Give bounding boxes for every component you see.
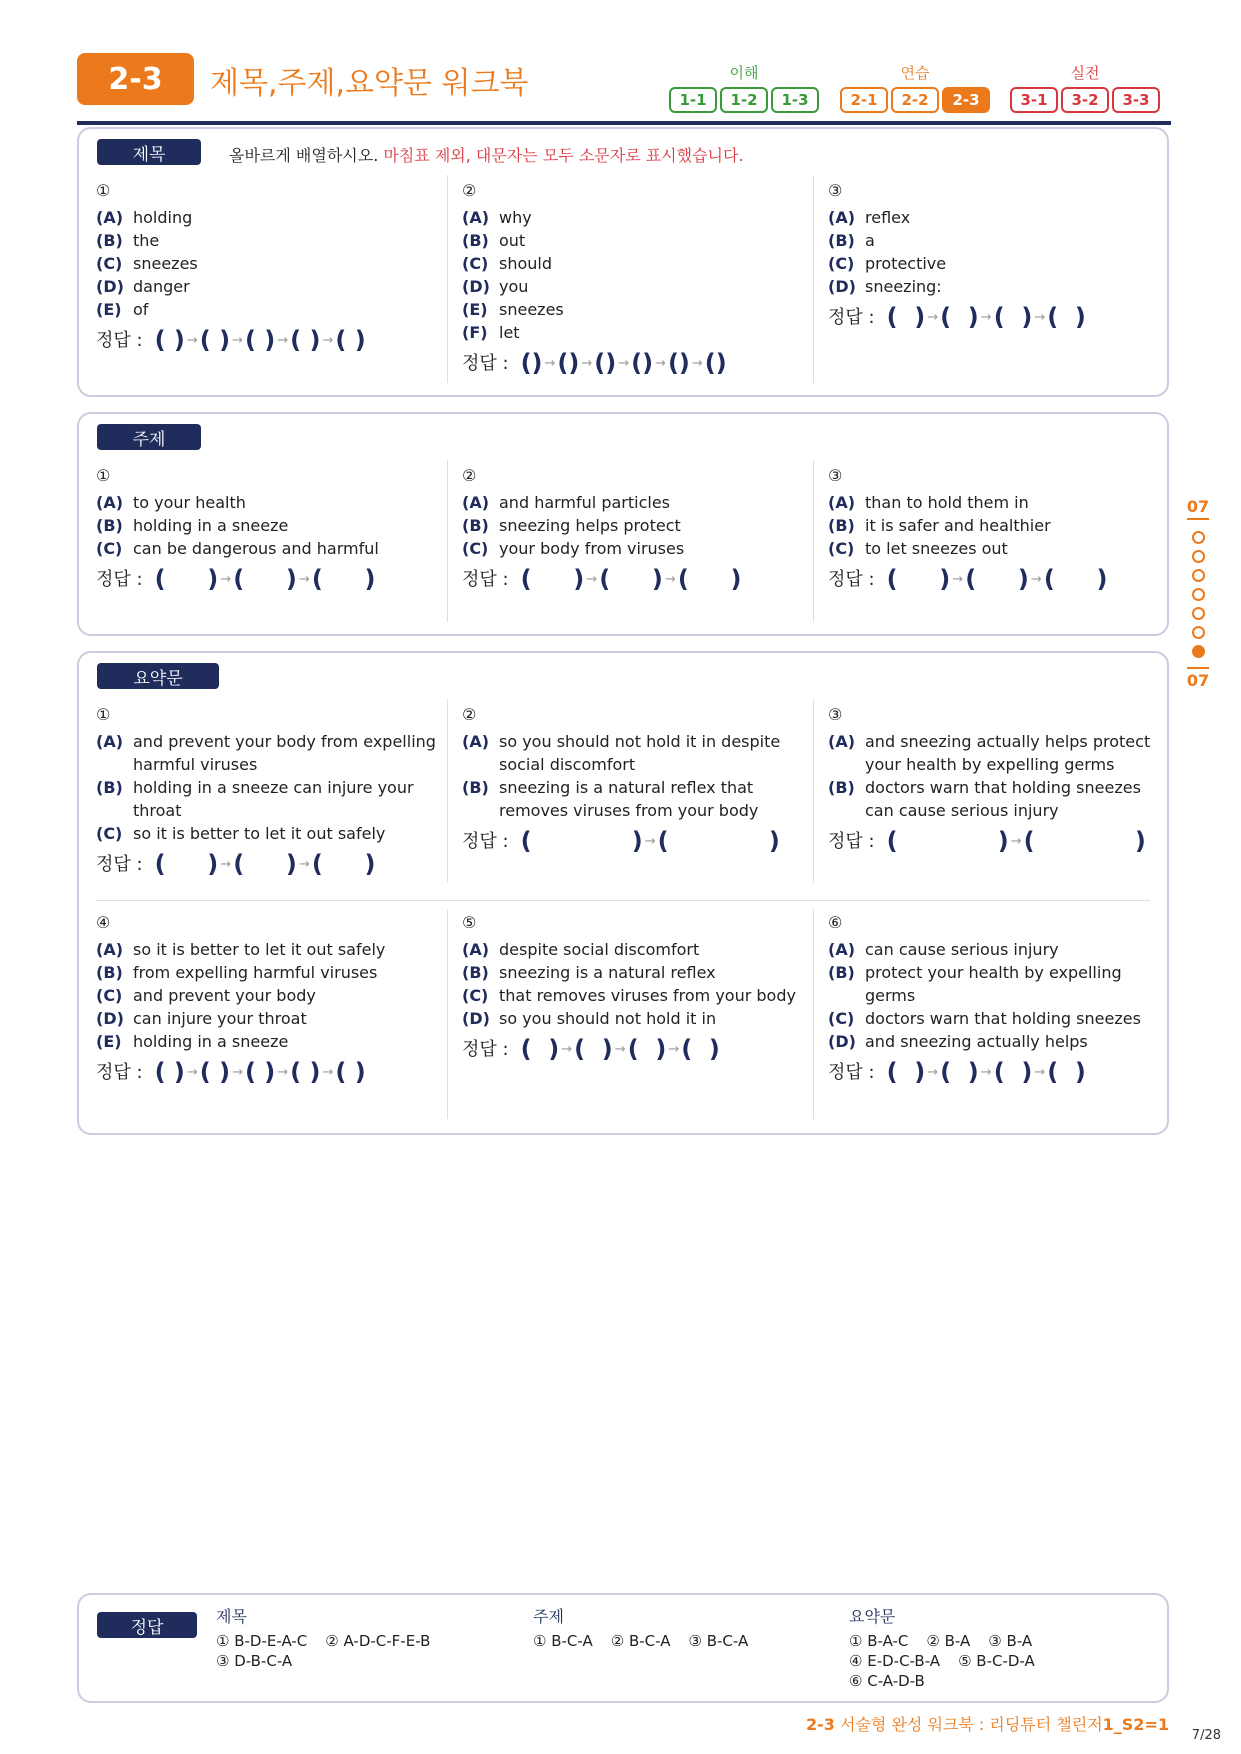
progress-dot[interactable]: [1192, 626, 1205, 639]
row-divider: [96, 900, 1150, 901]
question-topic-1: [96, 464, 436, 591]
question-number: ①: [96, 705, 111, 724]
answer-key-tag: 정답: [97, 1612, 197, 1638]
stage-button-1-1[interactable]: 1-1: [669, 87, 717, 113]
option-item: (A) so you should not hold it in despite social discomfort: [462, 732, 781, 774]
option-item: (B) holding in a sneeze: [96, 516, 289, 535]
option-item: (C) to let sneezes out: [828, 539, 1008, 558]
option-item: (A) holding: [96, 208, 193, 227]
option-item: (B) sneezing is a natural reflex that removes viruses from your body: [462, 778, 759, 820]
option-item: (A) and sneezing actually helps protect your health by expelling germs: [828, 732, 1151, 774]
section-tag-title: 제목: [97, 139, 201, 165]
option-item: (C) protective: [828, 254, 947, 273]
stage-button-2-1[interactable]: 2-1: [840, 87, 888, 113]
option-item: (C) so it is better to let it out safely: [96, 824, 386, 843]
question-topic-2: [462, 464, 802, 591]
option-item: (C) should: [462, 254, 553, 273]
option-item: (B) sneezing helps protect: [462, 516, 681, 535]
question-number: ④: [96, 913, 111, 932]
option-item: (C) sneezes: [96, 254, 198, 273]
question-summary-6: [828, 911, 1168, 1084]
side-page-bottom[interactable]: 07: [1186, 671, 1210, 690]
progress-dot[interactable]: [1192, 531, 1205, 544]
question-number: ③: [828, 181, 843, 200]
option-item: (B) out: [462, 231, 526, 250]
option-item: (C) and prevent your body: [96, 986, 316, 1005]
option-item: (B) doctors warn that holding sneezes can cause serious injury: [828, 778, 1141, 820]
option-item: (B) holding in a sneeze can injure your throat: [96, 778, 414, 820]
header-divider: [77, 121, 1171, 125]
answer-blank-row[interactable]: 정답 : ( ) → ( ) → ( ) → ( ) → ( ): [96, 326, 366, 354]
progress-dot[interactable]: [1192, 569, 1205, 582]
stage-button-3-3[interactable]: 3-3: [1112, 87, 1160, 113]
column-divider: [813, 909, 814, 1119]
side-underline: [1187, 518, 1209, 520]
topic-section: [77, 412, 1169, 636]
option-item: (B) from expelling harmful viruses: [96, 963, 378, 982]
question-summary-4: [96, 911, 436, 1084]
stage-button-3-1[interactable]: 3-1: [1010, 87, 1058, 113]
question-summary-3: [828, 703, 1168, 853]
question-title-1: [96, 179, 436, 352]
stage-button-2-3[interactable]: 2-3: [942, 87, 990, 113]
instruction-note: 마침표 제외, 대문자는 모두 소문자로 표시했습니다.: [378, 146, 744, 165]
column-divider: [813, 699, 814, 883]
answer-blank-row[interactable]: 정답 : ( ) → ( ) → ( ) → ( ) → ( ): [96, 1058, 366, 1086]
instruction-main: 올바르게 배열하시오.: [229, 146, 379, 165]
footer-caption: 2-3 서술형 완성 워크북 : 리딩튜터 챌린저1_S2=1: [806, 1715, 1169, 1734]
answer-blank-row[interactable]: 정답 : ( ) → ( ) → ( ): [828, 565, 1108, 593]
instruction-text: [229, 143, 744, 166]
lesson-badge: 2-3: [77, 53, 194, 105]
page-number: 7/28: [1191, 1728, 1221, 1743]
option-item: (E) holding in a sneeze: [96, 1032, 289, 1051]
question-topic-3: [828, 464, 1168, 591]
stage-group-practice: [840, 62, 990, 113]
question-number: ③: [828, 705, 843, 724]
question-summary-1: [96, 703, 436, 876]
progress-dot[interactable]: [1192, 607, 1205, 620]
option-item: (E) sneezes: [462, 300, 564, 319]
stage-group-understand: [669, 62, 819, 113]
option-item: (D) so you should not hold it in: [462, 1009, 717, 1028]
option-item: (D) can injure your throat: [96, 1009, 307, 1028]
question-number: ②: [462, 181, 477, 200]
column-divider: [447, 909, 448, 1119]
stage-button-1-2[interactable]: 1-2: [720, 87, 768, 113]
progress-dot-current[interactable]: [1192, 645, 1205, 658]
option-item: (F) let: [462, 323, 520, 342]
stage-group-label: 실전: [1070, 64, 1100, 82]
question-number: ③: [828, 466, 843, 485]
side-progress-nav: [1183, 497, 1213, 690]
option-item: (A) despite social discomfort: [462, 940, 700, 959]
side-page-top[interactable]: 07: [1186, 497, 1210, 516]
option-item: (A) to your health: [96, 493, 246, 512]
option-item: (B) protect your health by expelling germs: [828, 963, 1122, 1005]
answer-blank-row[interactable]: 정답 : ( ) → ( ): [828, 827, 1146, 855]
option-item: (A) reflex: [828, 208, 911, 227]
stage-group-label: 연습: [900, 64, 930, 82]
section-tag-summary: 요약문: [97, 663, 219, 689]
progress-dot[interactable]: [1192, 550, 1205, 563]
answer-key-box: [77, 1593, 1169, 1703]
option-item: (C) can be dangerous and harmful: [96, 539, 379, 558]
answer-key-summary: 요약문 ① B-A-C ② B-A ③ B-A ④ E-D-C-B-A ⑤ B-C-D-A ⑥ C-A-D-B: [849, 1607, 1035, 1690]
side-underline: [1187, 667, 1209, 669]
option-item: (C) doctors warn that holding sneezes: [828, 1009, 1141, 1028]
question-number: ⑤: [462, 913, 477, 932]
option-item: (C) your body from viruses: [462, 539, 685, 558]
question-number: ①: [96, 466, 111, 485]
option-item: (B) the: [96, 231, 160, 250]
question-title-2: [462, 179, 802, 375]
answer-blank-row[interactable]: 정답 : ( ) → ( ) → ( ): [96, 850, 376, 878]
option-item: (B) a: [828, 231, 875, 250]
answer-blank-row[interactable]: 정답 : ( ) → ( ): [462, 827, 780, 855]
section-tag-topic: 주제: [97, 424, 201, 450]
option-item: (D) you: [462, 277, 529, 296]
option-item: (A) why: [462, 208, 532, 227]
column-divider: [447, 699, 448, 883]
question-number: ⑥: [828, 913, 843, 932]
answer-blank-row[interactable]: 정답 : ( ) → ( ) → ( ) → ( ): [462, 1035, 720, 1063]
option-item: (A) than to hold them in: [828, 493, 1029, 512]
question-number: ②: [462, 705, 477, 724]
stage-button-2-2[interactable]: 2-2: [891, 87, 939, 113]
question-number: ②: [462, 466, 477, 485]
answer-blank-row[interactable]: 정답 : ( ) → ( ) → ( ) → ( ): [828, 303, 1086, 331]
question-summary-5: [462, 911, 802, 1061]
question-number: ①: [96, 181, 111, 200]
answer-blank-row[interactable]: 정답 : ( ) → ( ) → ( ): [96, 565, 376, 593]
option-item: (A) so it is better to let it out safely: [96, 940, 386, 959]
stage-group-actual: [1010, 62, 1160, 113]
stage-group-label: 이해: [729, 64, 759, 82]
option-item: (D) danger: [96, 277, 190, 296]
answer-blank-row[interactable]: 정답 : () → () → () → () → () → (): [462, 349, 727, 377]
summary-section: [77, 651, 1169, 1135]
question-summary-2: [462, 703, 802, 853]
stage-button-1-3[interactable]: 1-3: [771, 87, 819, 113]
answer-key-title: 제목 ① B-D-E-A-C ② A-D-C-F-E-B ③ D-B-C-A: [216, 1607, 431, 1670]
option-item: (D) and sneezing actually helps: [828, 1032, 1088, 1051]
column-divider: [813, 460, 814, 622]
option-item: (B) sneezing is a natural reflex: [462, 963, 716, 982]
option-item: (A) and prevent your body from expelling harmful viruses: [96, 732, 436, 774]
answer-blank-row[interactable]: 정답 : ( ) → ( ) → ( ) → ( ): [828, 1058, 1086, 1086]
column-divider: [447, 175, 448, 383]
title-section: [77, 127, 1169, 397]
option-item: (E) of: [96, 300, 149, 319]
answer-key-topic: 주제 ① B-C-A ② B-C-A ③ B-C-A: [533, 1607, 749, 1650]
column-divider: [813, 175, 814, 383]
option-item: (A) and harmful particles: [462, 493, 670, 512]
stage-button-3-2[interactable]: 3-2: [1061, 87, 1109, 113]
progress-dot[interactable]: [1192, 588, 1205, 601]
option-item: (A) can cause serious injury: [828, 940, 1059, 959]
option-item: (D) sneezing:: [828, 277, 942, 296]
option-item: (B) it is safer and healthier: [828, 516, 1051, 535]
answer-blank-row[interactable]: 정답 : ( ) → ( ) → ( ): [462, 565, 742, 593]
option-item: (C) that removes viruses from your body: [462, 986, 796, 1005]
column-divider: [447, 460, 448, 622]
page-title: 제목,주제,요약문 워크북: [210, 66, 529, 101]
question-title-3: [828, 179, 1168, 329]
